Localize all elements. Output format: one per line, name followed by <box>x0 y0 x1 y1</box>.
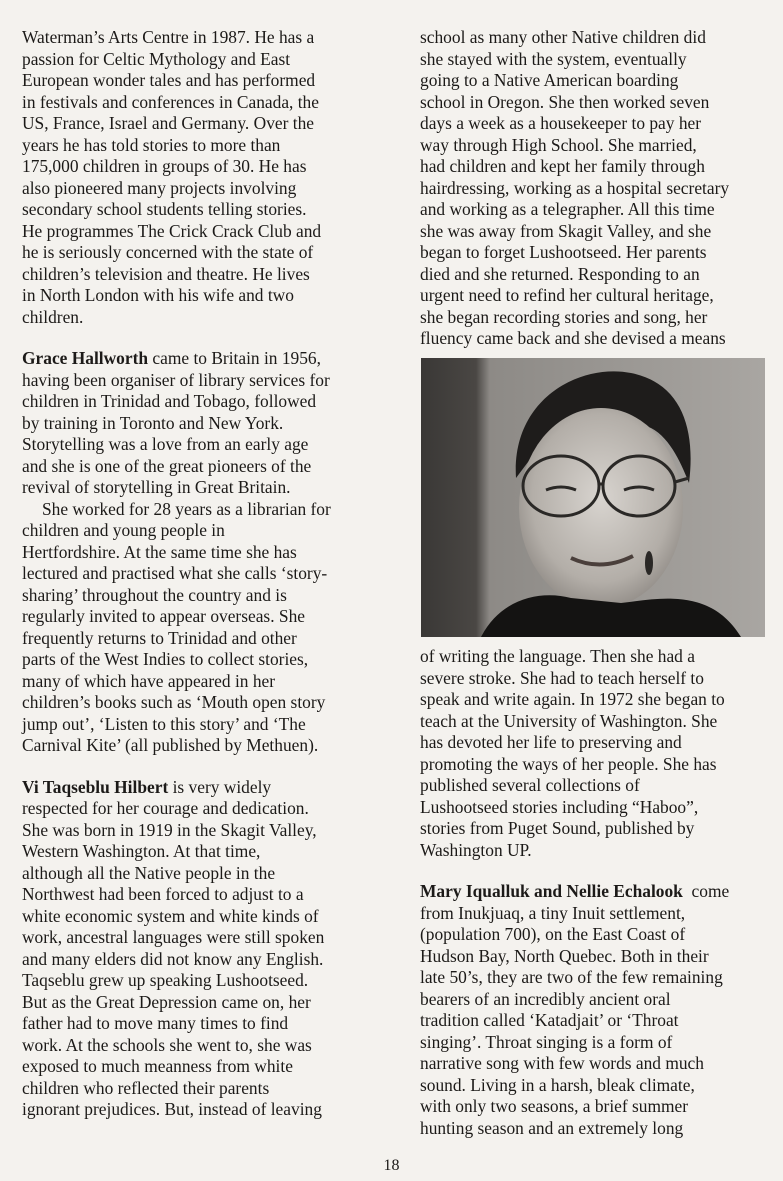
text-line: bearers of an incredibly ancient oral <box>420 988 671 1009</box>
text-line: late 50’s, they are two of the few remaining <box>420 967 723 987</box>
paragraph-grace-hallworth <box>22 348 367 757</box>
text-line: urgent need to refind her cultural heritage, <box>420 285 714 305</box>
text-line: sharing’ throughout the country and is <box>22 584 287 605</box>
text-line: US, France, Israel and Germany. Over the <box>22 113 314 133</box>
text-line <box>420 881 770 903</box>
text-line: lectured and practised what she calls ‘story- <box>22 563 328 583</box>
text-line: regularly invited to appear overseas. She <box>22 606 305 626</box>
text-line: although all the Native people in the <box>22 862 276 883</box>
text-line: promoting the ways of her people. She has <box>420 753 717 774</box>
text-line: by training in Toronto and New York. <box>22 412 284 433</box>
paragraph-gap <box>22 757 367 777</box>
text-line: She worked for 28 years as a librarian for <box>42 498 331 519</box>
text-line: But as the Great Depression came on, her <box>22 991 311 1012</box>
text-fragment: came to Britain in 1956, <box>148 348 321 368</box>
text-line: school in Oregon. She then worked seven <box>420 91 710 112</box>
text-line: secondary school students telling stories. <box>22 199 307 219</box>
text-line: many of which have appeared in her <box>22 670 276 691</box>
text-fragment: is very widely <box>168 776 272 797</box>
text-line: He programmes The Crick Crack Club and <box>22 220 322 241</box>
text-line: Carnival Kite’ (all published by Methuen). <box>22 735 319 755</box>
text-line: fluency came back and she devised a means <box>420 328 726 348</box>
text-line: in North London with his wife and two <box>22 285 294 305</box>
text-line: also pioneered many projects involving <box>22 177 297 198</box>
text-line: she began recording stories and song, her <box>420 306 708 327</box>
text-line: Hudson Bay, North Quebec. Both in their <box>420 945 709 966</box>
text-fragment: come <box>682 881 730 901</box>
text-line: Northwest had been forced to adjust to a <box>22 884 304 904</box>
text-line: and working as a telegrapher. All this time <box>420 199 715 219</box>
text-line: children and young people in <box>22 520 225 540</box>
text-line: respected for her courage and dedication. <box>22 798 309 818</box>
text-line: Hertfordshire. At the same time she has <box>22 541 297 562</box>
paragraph-gap <box>22 328 367 348</box>
text-line: from Inukjuaq, a tiny Inuit settlement, <box>420 902 686 923</box>
text-line: going to a Native American boarding <box>420 70 679 90</box>
person-name: Mary Iqualluk and Nellie Echalook <box>420 881 683 901</box>
text-line <box>22 348 367 370</box>
text-line: having been organiser of library services for <box>22 369 330 390</box>
text-line: published several collections of <box>420 775 640 795</box>
text-line: speak and write again. In 1972 she began to <box>420 689 725 709</box>
person-name: Vi Taqseblu Hilbert <box>22 776 169 797</box>
right-column-bottom <box>420 646 770 1139</box>
text-line: school as many other Native children did <box>420 27 706 47</box>
text-line: severe stroke. She had to teach herself to <box>420 667 704 688</box>
text-line: father had to move many times to find <box>22 1013 289 1033</box>
text-line: (population 700), on the East Coast of <box>420 924 686 944</box>
text-line <box>22 777 367 799</box>
text-line: Waterman’s Arts Centre in 1987. He has a <box>22 27 315 47</box>
text-line: died and she returned. Responding to an <box>420 263 700 284</box>
paragraph-gap <box>420 861 770 881</box>
text-line: and she is one of the great pioneers of the <box>22 455 312 476</box>
text-line: began to forget Lushootseed. Her parents <box>420 242 707 262</box>
text-line: teach at the University of Washington. She <box>420 710 718 731</box>
text-line: passion for Celtic Mythology and East <box>22 48 291 69</box>
text-line: children in Trinidad and Tobago, followed <box>22 391 317 411</box>
text-line: stories from Puget Sound, published by <box>420 818 695 838</box>
text-line: children’s books such as ‘Mouth open story <box>22 692 326 712</box>
paragraph-waterman <box>22 27 367 328</box>
person-name: Grace Hallworth <box>22 348 149 368</box>
text-line: with only two seasons, a brief summer <box>420 1096 689 1116</box>
text-line: Washington UP. <box>420 839 532 860</box>
text-line: has devoted her life to preserving and <box>420 732 682 752</box>
text-line: of writing the language. Then she had a <box>420 646 695 666</box>
portrait-illustration <box>421 358 765 637</box>
text-line: Taqseblu grew up speaking Lushootseed. <box>22 970 309 990</box>
text-line: she was away from Skagit Valley, and she <box>420 220 712 241</box>
text-line: hunting season and an extremely long <box>420 1117 684 1138</box>
page-number: 18 <box>383 1157 400 1174</box>
text-line: frequently returns to Trinidad and other <box>22 627 297 648</box>
text-line: European wonder tales and has performed <box>22 70 316 90</box>
left-column <box>22 27 367 1121</box>
text-line: exposed to much meanness from white <box>22 1056 293 1076</box>
text-line: he is seriously concerned with the state of <box>22 242 314 262</box>
text-line: way through High School. She married, <box>420 134 697 155</box>
portrait-photo <box>421 358 765 637</box>
text-line: she stayed with the system, eventually <box>420 48 687 69</box>
text-line: children’s television and theatre. He lives <box>22 263 310 284</box>
text-line: ignorant prejudices. But, instead of leaving <box>22 1099 322 1119</box>
text-line: singing’. Throat singing is a form of <box>420 1031 673 1052</box>
paragraph-vi-hilbert <box>22 777 367 1121</box>
text-line: years he has told stories to more than <box>22 134 281 155</box>
text-line: Storytelling was a love from an early age <box>22 434 309 454</box>
text-line: white economic system and white kinds of <box>22 905 319 926</box>
paragraph-vi-hilbert-continued <box>420 646 770 861</box>
text-line: work, ancestral languages were still spoken <box>22 927 325 947</box>
paragraph-mary-nellie <box>420 881 770 1139</box>
text-line: tradition called ‘Katadjait’ or ‘Throat <box>420 1010 679 1030</box>
text-line: Western Washington. At that time, <box>22 841 261 861</box>
text-line: parts of the West Indies to collect stories, <box>22 649 309 669</box>
text-line: work. At the schools she went to, she was <box>22 1034 312 1055</box>
text-line: and many elders did not know any English. <box>22 948 324 969</box>
text-line: sound. Living in a harsh, bleak climate, <box>420 1074 695 1095</box>
text-line: in festivals and conferences in Canada, the <box>22 91 319 112</box>
text-line: Lushootseed stories including “Haboo”, <box>420 796 699 817</box>
text-line: days a week as a housekeeper to pay her <box>420 113 702 133</box>
text-line: children. <box>22 306 84 327</box>
text-line: revival of storytelling in Great Britain. <box>22 477 291 497</box>
text-line: hairdressing, working as a hospital secretary <box>420 177 730 198</box>
text-line: jump out’, ‘Listen to this story’ and ‘The <box>22 713 306 734</box>
text-line: 175,000 children in groups of 30. He has <box>22 156 307 176</box>
right-column-top <box>420 27 770 350</box>
text-line: narrative song with few words and much <box>420 1053 704 1073</box>
text-line: had children and kept her family through <box>420 156 705 176</box>
text-line: She was born in 1919 in the Skagit Valley, <box>22 819 317 840</box>
text-line: children who reflected their parents <box>22 1077 270 1098</box>
